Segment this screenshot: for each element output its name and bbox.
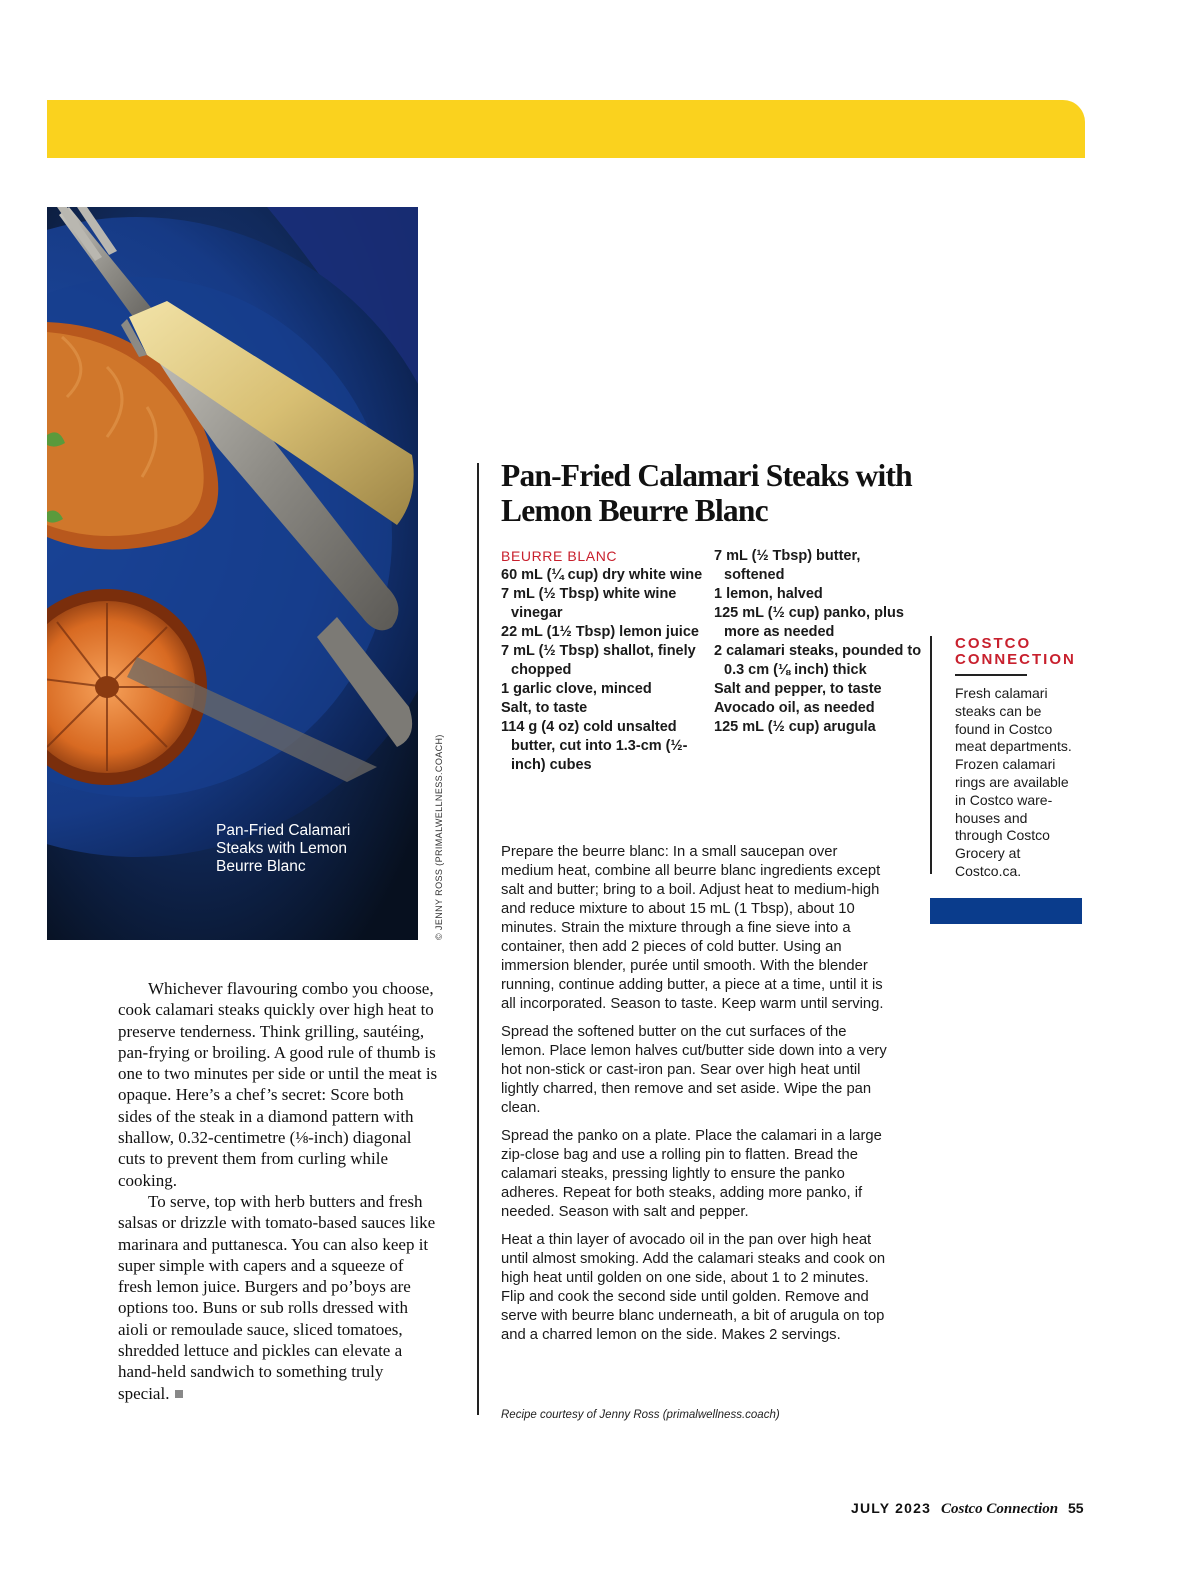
ingredients-left [501,547,706,775]
sidebar-body: Fresh calamari steaks can be found in Costco meat departments. Frozen calamari rings are available in Costco ware- houses and through Costco Grocery at Costco.ca. [955,685,1072,879]
costco-connection-sidebar [930,635,1115,879]
ingredient-item: 114 g (4 oz) cold unsalted butter, cut into 1.3-cm (½-inch) cubes [501,719,688,773]
essay-paragraph [118,1191,438,1404]
beurre-blanc-heading: BEURRE BLANC [501,548,618,564]
ingredients-right [714,547,924,737]
ingredient-item: 2 calamari steaks, pounded to 0.3 cm (⅛ inch) thick [714,643,922,678]
ingredient-item: 1 lemon, halved [714,586,823,602]
ingredient-item: 7 mL (½ Tbsp) butter, softened [714,548,861,583]
ingredient-item: 7 mL (½ Tbsp) shallot, finely chopped [501,643,696,678]
ingredient-item: 1 garlic clove, minced [501,681,652,697]
footer-month: JULY 2023 [851,1500,932,1516]
ingredient-item: Salt, to taste [501,700,588,716]
ingredient-item: Salt and pepper, to taste [714,681,882,697]
recipe-step: Heat a thin layer of avocado oil in the pan over high heat until almost smoking. Add the calamari steaks and cook on high heat until golden on one side, about 1 to 2 minutes. Flip and cook the second side until golden. Remove and serve with beurre blanc underneath, a bit of arugula on top and a charred lemon on the side. Makes 2 servings. [501,1232,886,1343]
end-mark-icon [175,1390,183,1398]
page-number: 55 [1067,1500,1084,1516]
recipe-credit: Recipe courtesy of Jenny Ross (primalwellness.coach) [501,1409,780,1421]
ingredient-item: 60 mL (¼ cup) dry white wine [501,567,703,583]
photo-caption: Pan-Fried Calamari Steaks with Lemon Beurre Blanc [216,822,351,875]
ingredient-item: Avocado oil, as needed [714,700,875,716]
ingredient-item: 22 mL (1½ Tbsp) lemon juice [501,624,699,640]
ingredient-item: 125 mL (½ cup) panko, plus more as needed [714,605,904,640]
page-footer [851,1500,1084,1518]
recipe-title: Pan-Fried Calamari Steaks with Lemon Beurre Blanc [501,458,912,528]
column-divider [477,463,479,1415]
intro-essay [118,978,438,1404]
calamari-photo [47,207,418,940]
sidebar-blue-bar [930,898,1082,924]
recipe-step: Spread the softened butter on the cut surfaces of the lemon. Place lemon halves cut/butter side down into a very hot non-stick or cast-iron pan. Sear over high heat until lightly charred, then remove and set aside. Wipe the pan clean. [501,1024,887,1116]
ingredient-item: 125 mL (½ cup) arugula [714,719,876,735]
essay-paragraph-text: To serve, top with herb butters and fresh salsas or drizzle with tomato-based sauces like marinara and puttanesca. You can also keep it super simple with capers and a squeeze of fresh lemon juice. Burgers and po’boys are options too. Buns or sub rolls dressed with aioli or remoulade sauce, sliced tomatoes, shredded lettuce and pickles can elevate a hand-held sandwich to something truly special. [118,1191,436,1403]
sidebar-title: COSTCO CONNECTION [955,635,1076,668]
recipe-steps [501,843,891,1354]
essay-paragraph: Whichever flavouring combo you choose, cook calamari steaks quickly over high heat to preserve tenderness. Think grilling, sautéing, pan-frying or broiling. A good rule of thumb is one to two minutes per side or until the meat is opaque. Here’s a chef’s secret: Score both sides of the steak in a diamond pattern with shallow, 0.32-centimetre (⅛-inch) diagonal cuts to prevent them from curling while cooking. [118,979,438,1190]
recipe-step: Spread the panko on a plate. Place the calamari in a large zip-close bag and use a rolling pin to flatten. Bread the calamari steaks, pressing lightly to ensure the panko adheres. Repeat for both steaks, adding more panko, if needed. Season with salt and pepper. [501,1128,882,1220]
recipe-step: Prepare the beurre blanc: In a small saucepan over medium heat, combine all beurre blanc ingredients except salt and butter; bring to a boil. Adjust heat to medium-high and reduce mixture to about 15 mL (1 Tbsp), about 10 minutes. Strain the mixture through a fine sieve into a container, then add 2 pieces of cold butter. Using an immersion blender, purée until smooth. With the blender running, continue adding butter, a piece at a time, until it is all incorporated. Season to taste. Keep warm until serving. [501,844,884,1012]
sidebar-divider [955,674,1027,676]
top-yellow-banner [47,100,1085,158]
photo-credit: © JENNY ROSS (PRIMALWELLNESS.COACH) [434,734,444,940]
footer-magazine: Costco Connection [940,1501,1059,1517]
ingredient-item: 7 mL (½ Tbsp) white wine vinegar [501,586,677,621]
